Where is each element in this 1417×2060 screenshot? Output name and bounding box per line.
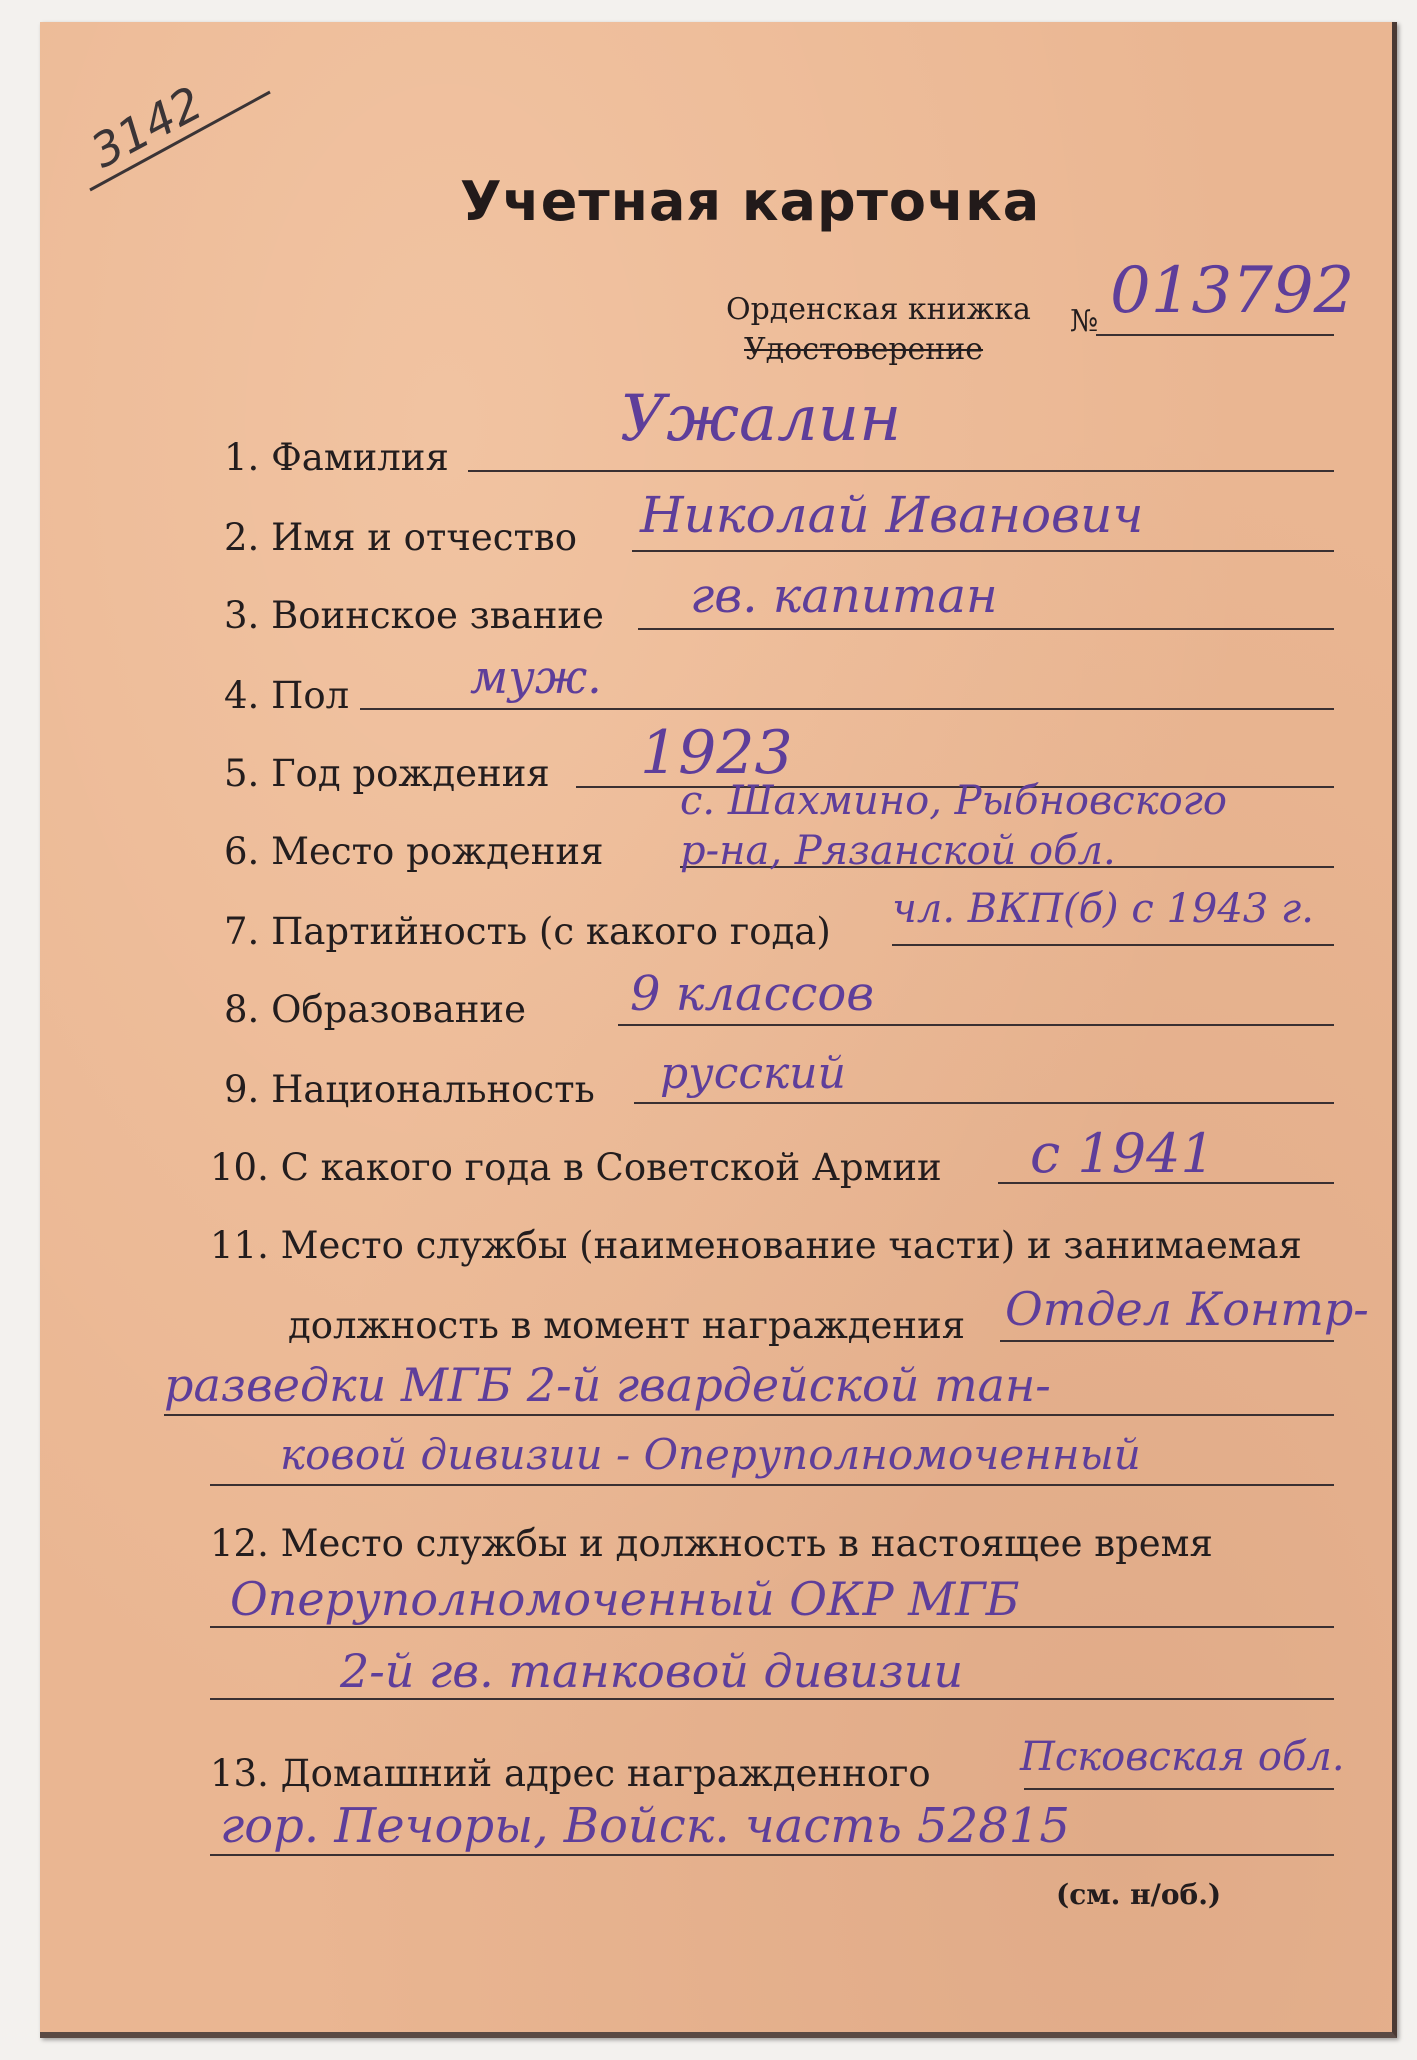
field-label-name: 2. Имя и отчество [224, 516, 578, 559]
field-label-rank: 3. Воинское звание [224, 594, 604, 637]
field-value-army-year: с 1941 [1030, 1122, 1215, 1185]
field-line-name [632, 550, 1334, 552]
field-label-army-year: 10. С какого года в Советской Армии [210, 1146, 942, 1189]
field-line-rank [638, 628, 1334, 630]
field-value-party: чл. ВКП(б) с 1943 г. [892, 886, 1314, 932]
page-title: Учетная карточка [460, 170, 1041, 233]
field-line-current-2 [210, 1698, 1334, 1700]
field-value-surname: Ужалин [620, 382, 902, 456]
field-value-sex: муж. [470, 650, 602, 704]
field-line-party [892, 944, 1334, 946]
field-value-service-3: ковой дивизии - Оперуполномоченный [280, 1430, 1141, 1479]
field-line-surname [468, 470, 1334, 472]
doc-type-active: Орденская книжка [726, 292, 1031, 327]
field-label-nationality: 9. Национальность [224, 1068, 595, 1111]
doc-type-struck: Удостоверение [744, 332, 984, 367]
number-line [1096, 334, 1334, 336]
field-value-service-2: разведки МГБ 2-й гвардейской тан- [164, 1358, 1051, 1412]
see-reverse-note: (см. н/об.) [1056, 1878, 1222, 1911]
field-label-current: 12. Место службы и должность в настоящее время [210, 1522, 1213, 1565]
field-line-sex [360, 708, 1334, 710]
field-line-address-2 [210, 1854, 1334, 1856]
field-value-birthplace-2: р-на, Рязанской обл. [680, 828, 1116, 874]
field-value-birthplace-1: с. Шахмино, Рыбновского [680, 778, 1227, 824]
field-label-birthplace: 6. Место рождения [224, 830, 604, 873]
doc-number: 013792 [1110, 254, 1355, 328]
field-label-education: 8. Образование [224, 988, 526, 1031]
field-line-service-3 [210, 1484, 1334, 1486]
field-label-service-2: должность в момент награждения [288, 1304, 966, 1347]
field-label-service-1: 11. Место службы (наименование части) и занимаемая [210, 1224, 1302, 1267]
field-value-current-2: 2-й гв. танковой дивизии [340, 1644, 964, 1698]
field-line-service-1 [1000, 1340, 1334, 1342]
record-card [40, 22, 1397, 2038]
archive-number: 3142 [82, 75, 211, 179]
field-value-education: 9 классов [630, 966, 875, 1022]
field-value-address-1: Псковская обл. [1020, 1734, 1345, 1780]
field-value-nationality: русский [660, 1048, 846, 1099]
field-label-address: 13. Домашний адрес награжденного [210, 1752, 931, 1795]
field-value-rank: гв. капитан [690, 568, 998, 624]
field-line-current-1 [210, 1626, 1334, 1628]
archive-slash [80, 72, 280, 202]
field-line-education [618, 1024, 1334, 1026]
field-value-service-1: Отдел Контр- [1005, 1282, 1369, 1336]
field-line-address-1 [1024, 1788, 1334, 1790]
field-line-nationality [634, 1102, 1334, 1104]
field-value-address-2: гор. Печоры, Войск. часть 52815 [220, 1798, 1070, 1854]
field-value-birth-year: 1923 [640, 718, 793, 788]
number-sign: № [1070, 304, 1099, 339]
field-value-name: Николай Иванович [640, 486, 1144, 544]
field-label-surname: 1. Фамилия [224, 436, 449, 479]
field-label-birth-year: 5. Год рождения [224, 752, 550, 795]
field-value-current-1: Оперуполномоченный ОКР МГБ [230, 1572, 1020, 1626]
field-label-sex: 4. Пол [224, 674, 350, 717]
field-line-service-2 [164, 1414, 1334, 1416]
field-label-party: 7. Партийность (с какого года) [224, 910, 831, 953]
